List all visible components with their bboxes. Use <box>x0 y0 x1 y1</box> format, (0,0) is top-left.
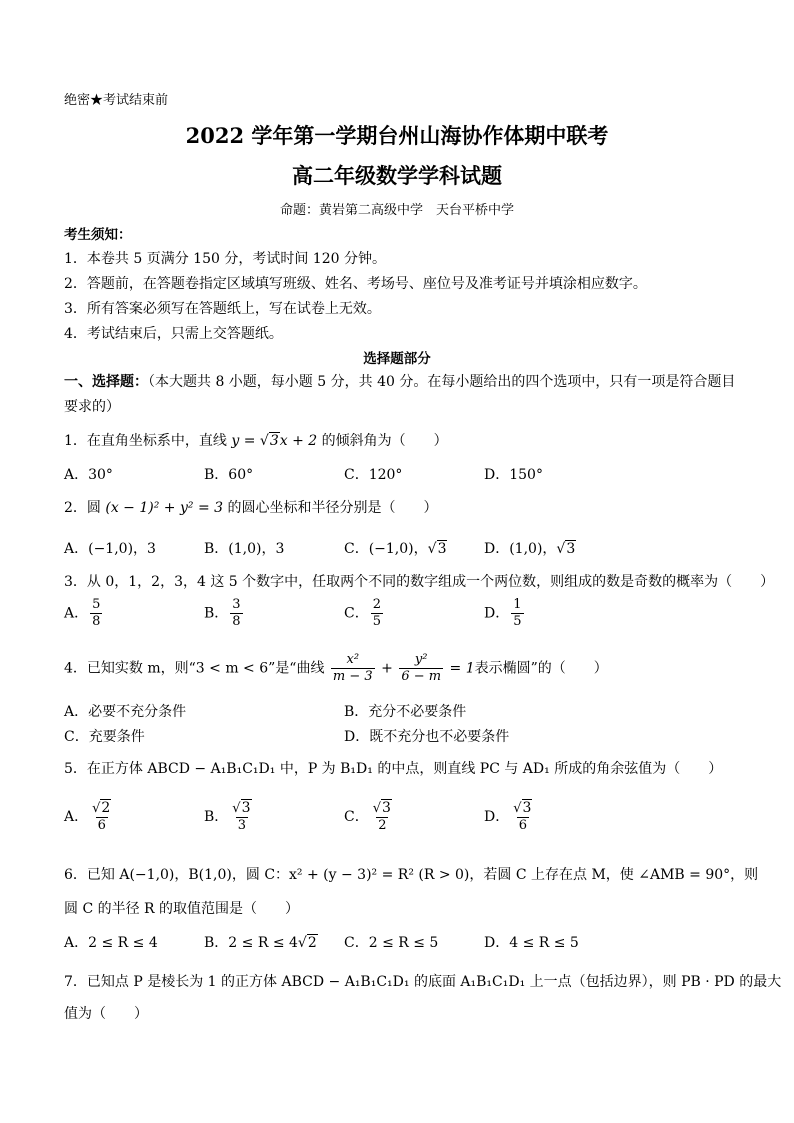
q1-option-a: A．30° <box>64 467 113 483</box>
q4-frac-y: $\frac{\text{y²}}{6 - m}$ <box>401 652 442 684</box>
q2-option-a: A．(−1,0)，3 <box>64 541 156 557</box>
q4-option-d: D．既不充分也不必要条件 <box>344 729 510 745</box>
question-7-stem-line1: 7．已知点 P 是棱长为 1 的正方体 ABCD − A₁B₁C₁D₁ 的底面 A₁B₁C₁D₁ 上一点（包括边界），则 PB · PD 的最大 <box>64 974 782 990</box>
q1-option-b: B．60° <box>204 467 254 483</box>
q1-stem-pre: 1．在直角坐标系中，直线 <box>64 433 227 449</box>
q3-option-d: D． $\frac{1}{5}$ <box>484 597 522 629</box>
q6-option-a: A．2 ≤ R ≤ 4 <box>64 935 158 951</box>
q4-option-a: A．必要不充分条件 <box>64 704 187 720</box>
q1-option-d: D．150° <box>484 467 543 483</box>
question-5-stem: 5．在正方体 ABCD − A₁B₁C₁D₁ 中，P 为 B₁D₁ 的中点，则直线 PC 与 AD₁ 所成的角余弦值为（ ） <box>64 761 723 777</box>
q2-option-b: B．(1,0)，3 <box>204 541 285 557</box>
q5-option-a: A． $\frac{√2}{6}$ <box>64 800 111 833</box>
q4-frac-x: $\frac{\text{x²}}{m - 3}$ <box>332 652 373 684</box>
question-6-stem-line2: 圆 C 的半径 R 的取值范围是（ ） <box>64 901 300 917</box>
q5-option-b: B． $\frac{√3}{3}$ <box>204 800 251 833</box>
q2-stem-pre: 2．圆 <box>64 500 101 516</box>
notice-item-2: 2．答题前，在答题卷指定区域填写班级、姓名、考场号、座位号及准考证号并填涂相应数字。 <box>64 276 647 292</box>
question-1-stem <box>64 432 730 450</box>
q2-option-c: C．(−1,0)，√3 <box>344 541 447 557</box>
part-desc-line2: 要求的） <box>64 399 120 415</box>
q2-option-d: D．(1,0)，√3 <box>484 541 576 557</box>
question-7-stem-line2: 值为（ ） <box>64 1006 148 1022</box>
notice-item-4: 4．考试结束后，只需上交答题纸。 <box>64 326 283 342</box>
q2-stem-post: 的圆心坐标和半径分别是（ ） <box>227 500 438 516</box>
q4-option-b: B．充分不必要条件 <box>344 704 467 720</box>
exam-subtitle: 高二年级数学学科试题 <box>292 163 502 188</box>
q3-option-a: A． $\frac{5}{8}$ <box>64 597 101 629</box>
secret-label: 绝密★考试结束前 <box>64 93 169 108</box>
notice-item-3: 3．所有答案必须写在答题纸上，写在试卷上无效。 <box>64 301 381 317</box>
question-4-stem: 4．已知实数 m，则“3 < m < 6”是“曲线 $\frac{\text{x²}}{m - 3}$ + $\frac{\text{y²}}{6 - m}$ = 1表示椭圆”的（ ） <box>64 652 608 684</box>
q4-option-c: C．充要条件 <box>64 729 145 745</box>
exam-title: 2022 学年第一学期台州山海协作体期中联考 <box>185 123 609 148</box>
q1-formula: y = √3x + 2 <box>231 433 322 449</box>
q6-option-d: D．4 ≤ R ≤ 5 <box>484 935 579 951</box>
question-3-stem: 3．从 0，1，2，3，4 这 5 个数字中，任取两个不同的数字组成一个两位数，则组成的数是奇数的概率为（ ） <box>64 574 775 590</box>
q2-formula: (x − 1)² + y² = 3 <box>105 500 224 516</box>
q6-option-c: C．2 ≤ R ≤ 5 <box>344 935 439 951</box>
q5-option-d: D． $\frac{√3}{6}$ <box>484 800 532 833</box>
part-desc-line1: （本大题共 8 小题，每小题 5 分，共 40 分。在每小题给出的四个选项中，只有一项是符合题目 <box>148 374 736 390</box>
q5-option-c: C． $\frac{√3}{2}$ <box>344 800 391 833</box>
q1-option-c: C．120° <box>344 467 403 483</box>
question-2-stem <box>64 499 730 517</box>
notice-heading: 考生须知： <box>64 227 132 243</box>
section-title: 选择题部分 <box>363 351 431 367</box>
q3-option-b: B． $\frac{3}{8}$ <box>204 597 241 629</box>
q1-stem-post: 的倾斜角为（ ） <box>321 433 448 449</box>
question-6-stem-line1: 6．已知 A(−1,0)，B(1,0)，圆 C：x² + (y − 3)² = R² (R > 0)，若圆 C 上存在点 M，使 ∠AMB = 90°，则 <box>64 867 759 883</box>
part-description <box>64 373 736 391</box>
part-heading: 一、选择题： <box>64 374 148 390</box>
q6-option-b: B．2 ≤ R ≤ 4√2 <box>204 935 317 951</box>
exam-authors: 命题：黄岩第二高级中学 天台平桥中学 <box>279 203 514 218</box>
notice-item-1: 1．本卷共 5 页满分 150 分，考试时间 120 分钟。 <box>64 251 386 267</box>
q4-stem-pre: 4．已知实数 m，则“3 < m < 6”是“曲线 <box>64 660 325 677</box>
q3-option-c: C． $\frac{2}{5}$ <box>344 597 381 629</box>
q4-stem-post: 表示椭圆”的（ ） <box>474 660 608 677</box>
